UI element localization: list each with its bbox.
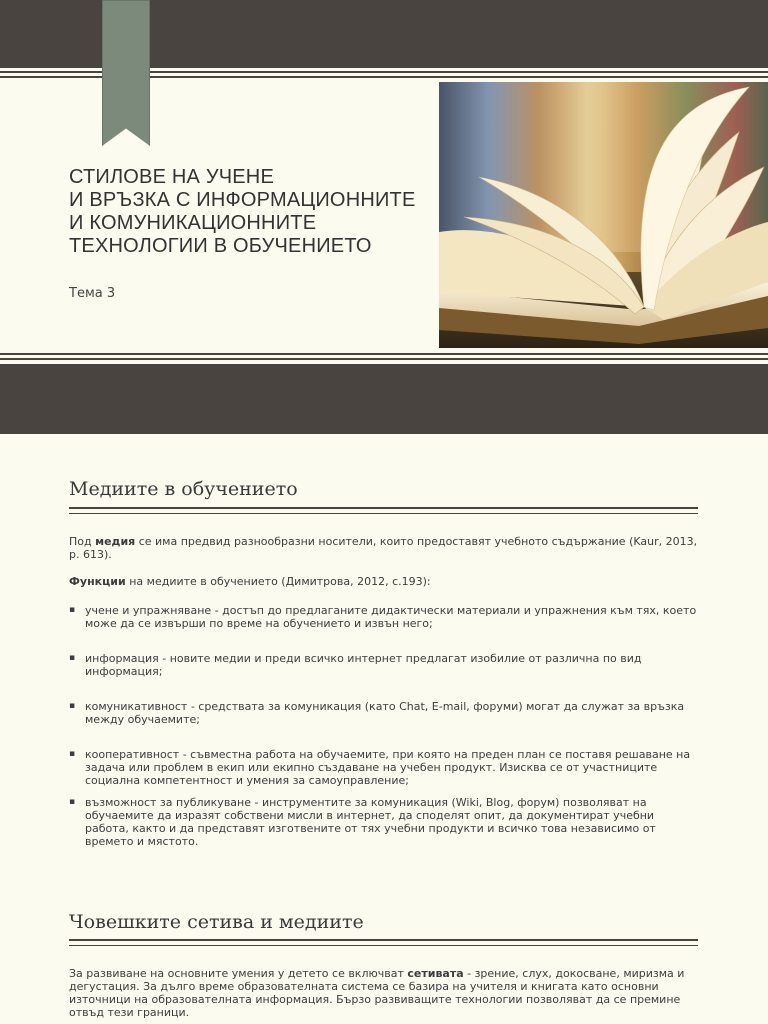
functions-text: на медиите в обучението (Димитрова, 2012, с.193): <box>125 575 431 588</box>
senses-term: сетивата <box>407 967 464 980</box>
functions-intro <box>69 575 698 588</box>
bookmark-ribbon <box>102 0 150 146</box>
media-definition <box>69 535 698 561</box>
senses-paragraph <box>69 967 698 1019</box>
section-divider <box>69 507 698 509</box>
definition-prefix: Под <box>69 535 96 548</box>
list-item: ▪ информация - новите медии и преди всичко интернет предлагат изобилие от различна по вид информация; <box>69 652 698 678</box>
middle-band <box>0 364 768 434</box>
title-line-3: И КОМУНИКАЦИОННИТЕ <box>69 212 317 234</box>
title-line-1: СТИЛОВЕ НА УЧЕНЕ <box>69 166 274 188</box>
definition-term: медия <box>95 535 136 548</box>
senses-text: - зрение, слух, докосване, миризма и дегустация. За дълго време образователната система се базира на учителя и книгата като основни източници на образователната информация. Бързо развиващите технологии позволяват да се премине отвъд тези граници. <box>69 967 685 1019</box>
title-line-4: ТЕХНОЛОГИИ В ОБУЧЕНИЕТО <box>69 235 372 257</box>
section-divider-2 <box>69 513 698 514</box>
topic-label: Тема 3 <box>69 286 116 301</box>
list-item: ▪ учене и упражняване - достъп до предлаганите дидактически материали и упражнения към тях, което може да се извърши по време на обучението и извън него; <box>69 604 698 630</box>
mid-rule-2 <box>0 358 768 360</box>
page-title <box>69 166 439 258</box>
definition-text: се има предвид разнообразни носители, които предоставят учебното съдържание (Kaur, 2013, p. 613). <box>69 535 698 561</box>
section-heading-senses: Човешките сетива и медиите <box>69 911 364 933</box>
list-item: ▪ възможност за публикуване - инструментите за комуникация (Wiki, Blog, форум) позволяват на обучаемите да изразят собствени мисли в интернет, да споделят опит, да документират учебни работа, както и да представят изготвените от тях учебни продукти и всичко това независимо от времето и мястото. <box>69 796 698 848</box>
section-heading-media: Медиите в обучението <box>69 478 298 500</box>
list-item: ▪ кооперативност - съвместна работа на обучаемите, при която на преден план се поставя решаване на задача или проблем в екип или екипно създаване на учебен продукт. Изисква се от участниците социална компетентност и умения за самоуправление; <box>69 748 698 787</box>
title-line-2: И ВРЪЗКА С ИНФОРМАЦИОННИТЕ <box>69 189 416 211</box>
functions-list <box>69 604 698 848</box>
section-divider-2 <box>69 945 698 946</box>
functions-term: Функции <box>69 575 126 588</box>
list-item: ▪ комуникативност - средствата за комуникация (като Chat, E-mail, форуми) могат да служат за връзка между обучаемите; <box>69 700 698 726</box>
mid-rule <box>0 353 768 355</box>
section-divider <box>69 939 698 941</box>
senses-prefix: За развиване на основните умения у детето се включват <box>69 967 408 980</box>
open-book-image <box>439 82 768 348</box>
